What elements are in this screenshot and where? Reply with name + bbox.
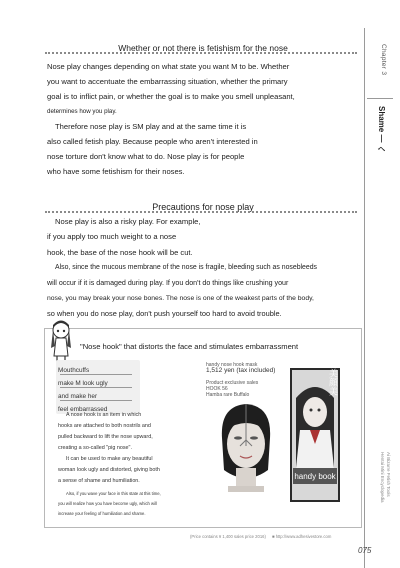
- mascot-icon: [50, 318, 72, 364]
- section-1-heading: Whether or not there is fetishism for the nose: [118, 43, 288, 53]
- text-line: nose torture don't know what to do. Nose play is for people: [47, 152, 245, 161]
- sidebar-note: Ai Bizarre Fetish Tools: [386, 452, 391, 497]
- heading-underline: [45, 211, 357, 213]
- book-label: handy book: [294, 472, 336, 481]
- sidebar-note: Hentai Mini Encyclopedia: [380, 452, 385, 503]
- chapter-sidebar: [364, 28, 395, 568]
- sidebar-divider: [367, 98, 393, 99]
- text-line: Also, since the mucous membrane of the nose is fragile, bleeding such as nosebleeds: [55, 264, 317, 272]
- text-line: you will realize how you have become ugly, which will: [58, 501, 157, 506]
- text-line: creating a so-called "pig nose".: [58, 445, 132, 451]
- heading-underline: [45, 52, 357, 54]
- product-code: HOOK 56: [206, 386, 228, 392]
- text-line: if you apply too much weight to a nose: [47, 232, 177, 242]
- text-line: goal is to inflict pain, or whether the goal is to make you smell unpleasant,: [47, 92, 295, 101]
- text-line: pulled backward to lift the nose upward,: [58, 434, 153, 440]
- book-title: 美顔美: [327, 368, 337, 396]
- text-line: Mouthcuffs: [58, 367, 90, 374]
- product-price: 1,512 yen (tax included): [206, 367, 276, 374]
- text-line: Nose play is also a risky play. For example,: [55, 217, 201, 226]
- text-line: who have some fetishism for their noses.: [47, 167, 185, 176]
- text-line: Also, if you wave your face in this state at this time,: [66, 491, 161, 496]
- callout-text: [58, 364, 208, 416]
- product-maker: Hamba rare Buffalo: [206, 392, 250, 398]
- text-line: you want to accentuate the embarrassing situation, whether the primary: [47, 77, 288, 86]
- text-line: nose, you may break your nose bones. The nose is one of the weakest parts of the body,: [47, 295, 314, 303]
- figure-title: "Nose hook" that distorts the face and stimulates embarrassment: [80, 342, 299, 351]
- section-2-text: [47, 214, 359, 322]
- mannequin-head-photo: [210, 400, 282, 492]
- sidebar-chapter-label: Chapter 3: [380, 44, 387, 76]
- text-line: a sense of shame and humiliation.: [58, 478, 140, 484]
- text-line: make M look ugly: [58, 380, 108, 387]
- website-credit: ■ http://www.adhesivestore.com: [272, 534, 332, 539]
- section-2-heading: Precautions for nose play: [152, 202, 254, 212]
- product-name: handy nose hook mask: [206, 362, 258, 368]
- text-line: It can be used to make any beautiful: [66, 456, 153, 462]
- text-line: so when you do nose play, don't push yourself too hard to avoid trouble.: [47, 309, 282, 319]
- figure-body-text: [58, 410, 208, 487]
- text-line: feel embarrassed: [58, 406, 108, 413]
- text-line: A nose hook is an item in which: [66, 412, 142, 418]
- text-line: also called fetish play. Because people who aren't interested in: [47, 137, 258, 146]
- text-line: Therefore nose play is SM play and at the same time it is: [55, 122, 247, 131]
- section-1-text: [47, 59, 359, 179]
- product-sales: Product exclusive sales: [206, 380, 259, 386]
- text-line: hook, the base of the nose hook will be cut.: [47, 247, 193, 257]
- text-line: Nose play changes depending on what state you want M to be. Whether: [47, 62, 290, 71]
- text-line: and make her: [58, 393, 98, 400]
- text-line: determines how you play.: [47, 108, 117, 115]
- book-cover-photo: [290, 368, 340, 502]
- product-info: [206, 362, 286, 398]
- sidebar-chapter-title: Shame — ヘ: [377, 106, 386, 153]
- page-number: 075: [358, 546, 372, 555]
- text-line: will occur if it is damaged during play. If you don't do things like crushing your: [47, 278, 289, 287]
- figure-note-text: [58, 489, 208, 519]
- text-line: woman look ugly and distorted, giving both: [58, 467, 160, 473]
- sidebar-series-notes: [369, 452, 391, 562]
- text-line: increase your feeling of humiliation and shame.: [58, 511, 146, 516]
- text-line: hooks are attached to both nostrils and: [58, 423, 151, 429]
- price-credit: (Price contains ¥ 1,400 sales price 2016): [190, 534, 266, 539]
